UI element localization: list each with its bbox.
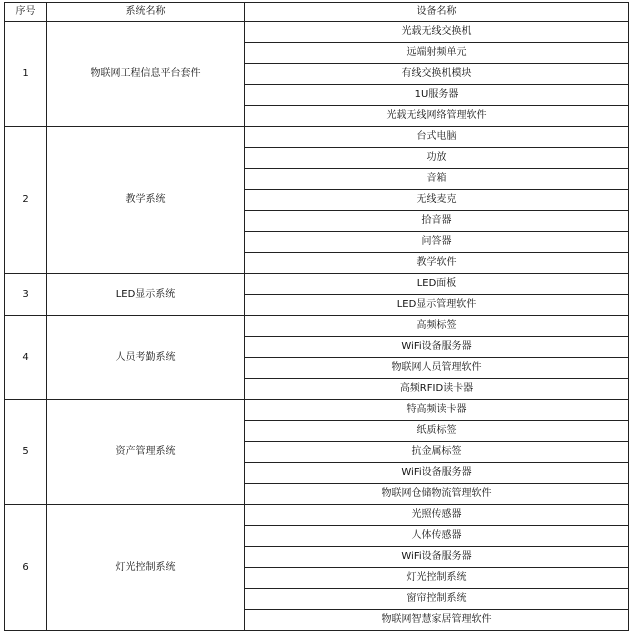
device-name-cell: 无线麦克 [245,190,629,211]
seq-cell: 3 [5,274,47,316]
system-name-cell: 物联网工程信息平台套件 [47,22,245,127]
device-name-cell: WiFi设备服务器 [245,547,629,568]
header-seq: 序号 [5,3,47,22]
device-name-cell: 物联网仓储物流管理软件 [245,484,629,505]
device-name-cell: 物联网人员管理软件 [245,358,629,379]
table-row [5,274,629,295]
device-name-cell: 光照传感器 [245,505,629,526]
table-row [5,22,629,43]
device-name-cell: 高频RFID读卡器 [245,379,629,400]
table-row [5,400,629,421]
device-name-cell: LED显示管理软件 [245,295,629,316]
header-row [5,3,629,22]
device-name-cell: 1U服务器 [245,85,629,106]
seq-cell: 1 [5,22,47,127]
equipment-table [4,2,629,631]
device-name-cell: 问答器 [245,232,629,253]
system-name-cell: 教学系统 [47,127,245,274]
table-row [5,127,629,148]
device-name-cell: WiFi设备服务器 [245,337,629,358]
device-name-cell: 纸质标签 [245,421,629,442]
seq-cell: 4 [5,316,47,400]
header-system-name: 系统名称 [47,3,245,22]
device-name-cell: 光载无线网络管理软件 [245,106,629,127]
system-name-cell: 资产管理系统 [47,400,245,505]
device-name-cell: 功放 [245,148,629,169]
system-name-cell: 人员考勤系统 [47,316,245,400]
table-row [5,316,629,337]
device-name-cell: 音箱 [245,169,629,190]
device-name-cell: 物联网智慧家居管理软件 [245,610,629,631]
device-name-cell: 抗金属标签 [245,442,629,463]
seq-cell: 6 [5,505,47,631]
device-name-cell: WiFi设备服务器 [245,463,629,484]
system-name-cell: 灯光控制系统 [47,505,245,631]
table-row [5,505,629,526]
device-name-cell: LED面板 [245,274,629,295]
system-name-cell: LED显示系统 [47,274,245,316]
device-name-cell: 教学软件 [245,253,629,274]
device-name-cell: 灯光控制系统 [245,568,629,589]
header-device-name: 设备名称 [245,3,629,22]
seq-cell: 5 [5,400,47,505]
device-name-cell: 拾音器 [245,211,629,232]
device-name-cell: 窗帘控制系统 [245,589,629,610]
device-name-cell: 特高频读卡器 [245,400,629,421]
device-name-cell: 人体传感器 [245,526,629,547]
table-body [5,22,629,631]
device-name-cell: 远端射频单元 [245,43,629,64]
device-name-cell: 台式电脑 [245,127,629,148]
device-name-cell: 高频标签 [245,316,629,337]
device-name-cell: 光载无线交换机 [245,22,629,43]
device-name-cell: 有线交换机模块 [245,64,629,85]
seq-cell: 2 [5,127,47,274]
